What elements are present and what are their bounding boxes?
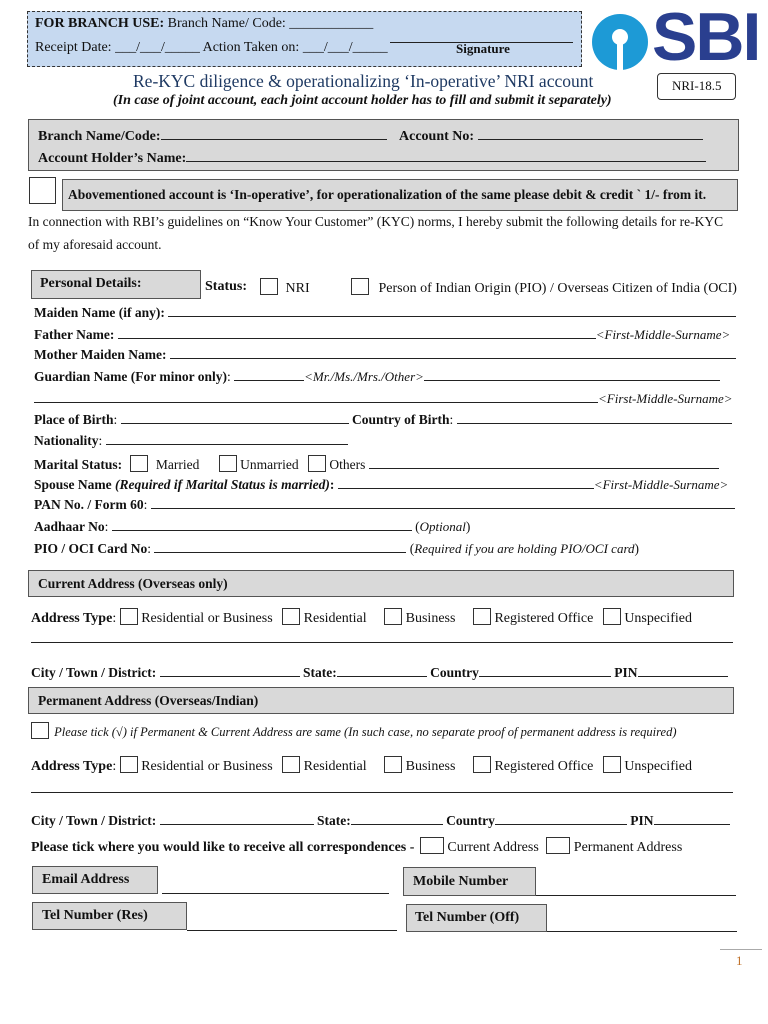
current-type-unspecified-checkbox[interactable] [603,608,621,625]
guardian-name-label: Guardian Name (For minor only) [34,369,228,384]
permanent-address-type-label: Address Type [31,759,113,774]
same-address-checkbox[interactable] [31,722,49,739]
current-city-label: City / Town / District: [31,665,157,680]
current-type-res-or-bus-label: Residential or Business [141,611,273,626]
permanent-address-line[interactable] [31,792,733,793]
permanent-type-unspecified-checkbox[interactable] [603,756,621,773]
status-pio-checkbox[interactable] [351,278,369,295]
inoperative-checkbox[interactable] [29,177,56,204]
current-type-unspecified-label: Unspecified [624,611,692,626]
guardian-name-hint: <First-Middle-Surname> [598,391,733,406]
status-label: Status: [205,279,248,294]
sbi-logo-text: SBI [652,0,760,75]
status-nri-option[interactable] [260,278,310,297]
permanent-city-field[interactable] [31,813,730,829]
pan-field[interactable]: PAN No. / Form 60: [34,497,735,513]
mobile-input[interactable] [536,895,736,896]
mother-name-field[interactable] [34,347,736,363]
status-pio-label: Person of Indian Origin (PIO) / Overseas Citizen of India (OCI) [378,281,737,296]
spouse-hint: (Required if Marital Status is married) [115,477,330,492]
father-name-label: Father Name: [34,327,115,342]
inoperative-note: Abovementioned account is ‘In-operative’, for operationalization of the same please debit & credit ` 1/- from it. [68,187,707,202]
page-number-rule [720,949,762,950]
pan-label: PAN No. / Form 60 [34,497,144,512]
permanent-type-unspecified-label: Unspecified [624,759,692,774]
pio-card-label: PIO / OCI Card No [34,541,148,556]
permanent-address-type-field[interactable]: Address Type: Residential or Business Residential Business Registered Office Unspecified [31,756,692,775]
permanent-pin-label: PIN [630,813,654,828]
unmarried-label: Unmarried [240,457,299,472]
aadhaar-label: Aadhaar No [34,519,105,534]
permanent-type-registered-office-label: Registered Office [494,759,594,774]
account-no-field[interactable] [399,128,703,145]
guardian-name-line2[interactable] [34,391,733,407]
intro-line-2: of my aforesaid account. [28,237,162,252]
current-address-line[interactable] [31,642,733,643]
permanent-type-res-or-bus-checkbox[interactable] [120,756,138,773]
mother-name-label: Mother Maiden Name: [34,347,167,362]
current-type-registered-office-label: Registered Office [494,611,594,626]
permanent-country-label: Country [446,813,495,828]
spouse-name-field[interactable]: Spouse Name (Required if Marital Status is married): <First-Middle-Surname> [34,477,729,492]
mobile-label: Mobile Number [413,874,509,889]
signature-label: Signature [456,41,510,56]
permanent-type-res-or-bus-label: Residential or Business [141,759,273,774]
pio-card-hint: Required if you are holding PIO/OCI card [414,541,635,556]
same-address-option[interactable] [31,722,677,740]
permanent-type-business-label: Business [405,759,456,774]
receipt-line: Receipt Date: ___/___/_____ Action Taken on: ___/___/_____ [35,40,388,55]
guardian-name-field[interactable]: Guardian Name (For minor only): <Mr./Ms./Mrs./Other> [34,369,720,385]
holder-name-field[interactable] [38,150,706,167]
permanent-type-business-checkbox[interactable] [384,756,402,773]
current-city-field[interactable] [31,665,728,681]
page-number: 1 [736,953,743,968]
branch-code-field[interactable] [38,128,387,145]
birth-field[interactable]: Place of Birth: Country of Birth: [34,412,732,428]
correspondence-label: Please tick where you would like to receive all correspondences - [31,840,415,855]
spouse-name-hint: <First-Middle-Surname> [593,477,729,492]
unmarried-checkbox[interactable] [219,455,237,472]
current-type-business-label: Business [405,611,456,626]
married-label: Married [155,457,200,472]
tel-res-label: Tel Number (Res) [42,908,148,923]
correspondence-current-checkbox[interactable] [420,837,444,854]
branch-use-line1 [35,16,373,32]
permanent-address-header: Permanent Address (Overseas/Indian) [38,693,259,708]
marital-status-label: Marital Status: [34,457,123,472]
page-title: Re-KYC diligence & operationalizing ‘In-operative’ NRI account [133,71,594,91]
email-input[interactable] [162,893,389,894]
married-checkbox[interactable] [130,455,148,472]
permanent-type-residential-label: Residential [303,759,367,774]
personal-details-header: Personal Details: [40,276,142,291]
country-of-birth-label: Country of Birth [352,412,450,427]
current-type-business-checkbox[interactable] [384,608,402,625]
status-nri-checkbox[interactable] [260,278,278,295]
correspondence-permanent-label: Permanent Address [573,840,683,855]
aadhaar-field[interactable]: Aadhaar No: (Optional) [34,519,471,534]
current-country-label: Country [430,665,479,680]
correspondence-permanent-checkbox[interactable] [546,837,570,854]
branch-use-heading: FOR BRANCH USE: [35,16,165,31]
branch-code-label: Branch Name/Code: [38,129,161,144]
current-state-label: State: [303,665,337,680]
spouse-name-label: Spouse Name [34,477,112,492]
intro-line-1: In connection with RBI’s guidelines on “Know Your Customer” (KYC) norms, I hereby submit the following details for re-KYC [28,214,724,229]
others-checkbox[interactable] [308,455,326,472]
correspondence-current-label: Current Address [447,840,539,855]
sbi-logo [590,0,760,75]
current-type-residential-label: Residential [303,611,367,626]
account-no-label: Account No: [399,129,475,144]
permanent-type-residential-checkbox[interactable] [282,756,300,773]
email-label: Email Address [42,872,130,887]
status-pio-option[interactable] [351,278,737,297]
current-address-header: Current Address (Overseas only) [38,576,228,591]
status-nri-label: NRI [285,281,310,296]
others-label: Others [329,457,366,472]
current-pin-label: PIN [614,665,638,680]
permanent-type-registered-office-checkbox[interactable] [473,756,491,773]
current-address-type-field[interactable]: Address Type: Residential or Business Residential Business Registered Office Unspecified [31,608,692,627]
current-type-residential-checkbox[interactable] [282,608,300,625]
maiden-name-field[interactable] [34,305,736,321]
same-address-note: Please tick (√) if Permanent & Current Address are same (In such case, no separate proof of permanent address is required) [54,725,677,739]
page-subtitle: (In case of joint account, each joint account holder has to fill and submit it separately) [113,93,612,108]
branch-name-code-label: Branch Name/ Code: ____________ [167,16,374,31]
correspondence-field[interactable] [31,837,682,856]
current-type-res-or-bus-checkbox[interactable] [120,608,138,625]
father-name-hint: <First-Middle-Surname> [595,327,731,342]
permanent-state-label: State: [317,813,351,828]
marital-status-field[interactable] [34,455,719,473]
tel-off-input[interactable] [547,931,737,932]
maiden-name-label: Maiden Name (if any): [34,305,165,320]
nationality-label: Nationality [34,433,99,448]
current-address-type-label: Address Type [31,611,113,626]
tel-res-input[interactable] [187,930,397,931]
nationality-field[interactable]: Nationality: [34,433,348,449]
tel-off-label: Tel Number (Off) [415,910,520,925]
guardian-hint: <Mr./Ms./Mrs./Other> [304,369,424,384]
permanent-city-label: City / Town / District: [31,813,157,828]
place-of-birth-label: Place of Birth [34,412,114,427]
form-code: NRI-18.5 [672,78,722,93]
pio-card-field[interactable]: PIO / OCI Card No: (Required if you are holding PIO/OCI card) [34,541,640,556]
aadhaar-hint: Optional [419,519,466,534]
holder-name-label: Account Holder’s Name: [38,151,187,166]
father-name-field[interactable] [34,327,730,343]
current-type-registered-office-checkbox[interactable] [473,608,491,625]
